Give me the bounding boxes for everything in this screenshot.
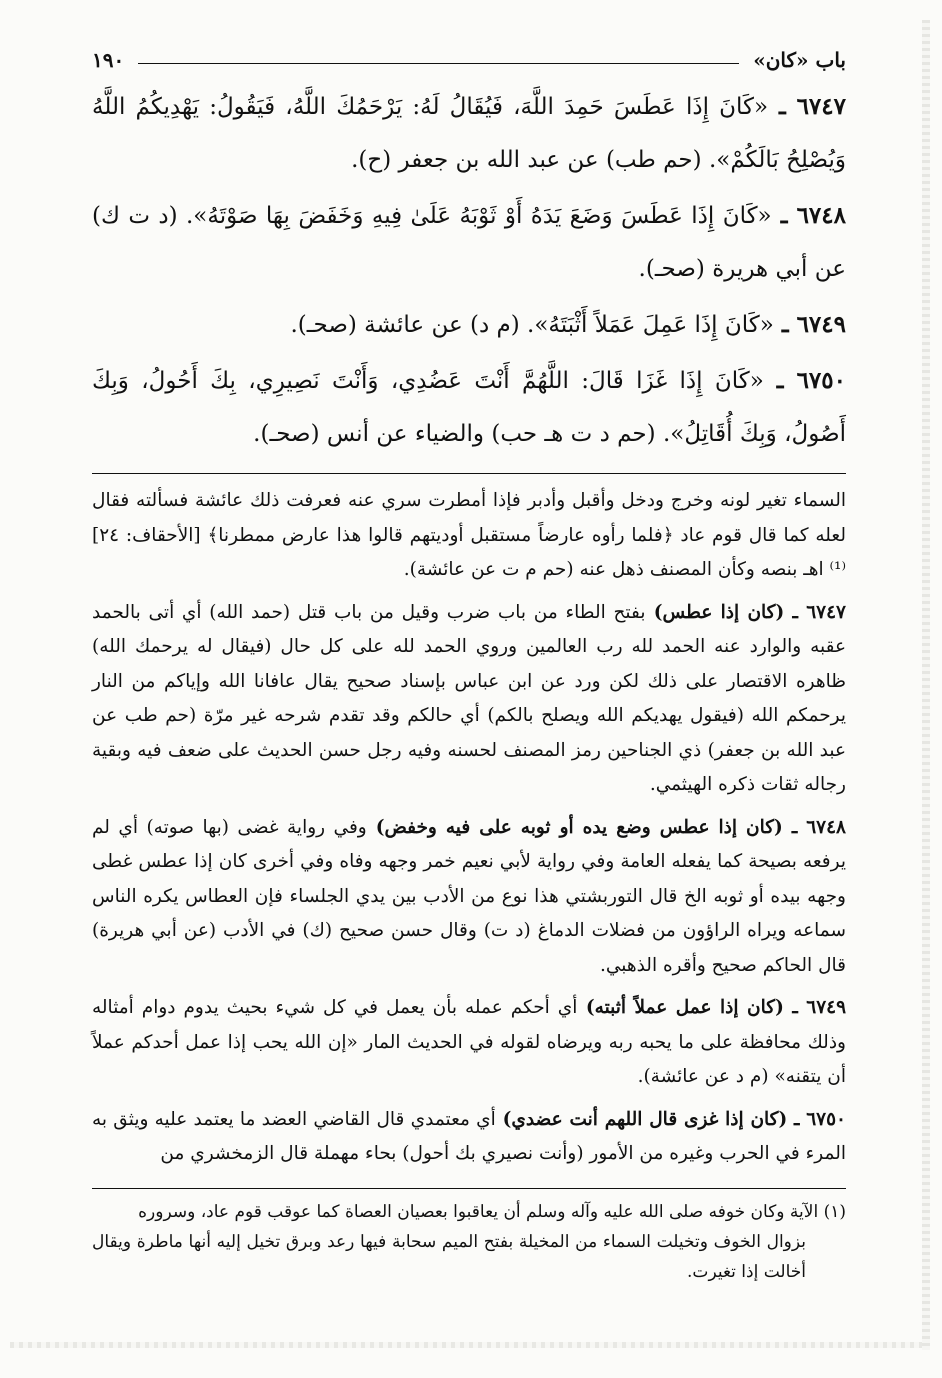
chapter-title: باب «كان»: [753, 48, 846, 72]
page-header: [92, 40, 846, 80]
footnote-line: الآية وكان خوفه صلى الله عليه وآله وسلم أن يعاقبوا بعصيان العصاة كما عوقب قوم عاد، وسروره: [138, 1201, 819, 1222]
hadith-source: (د ت ك) عن أبي هريرة (صحـ).: [92, 203, 846, 282]
section-divider: [92, 473, 846, 474]
footnote-1-continued: [92, 1227, 846, 1287]
commentary-section: [92, 484, 846, 1172]
hadith-number: ٦٧٤٨ ـ: [771, 202, 846, 229]
commentary-text: أي أحكم عمله بأن يعمل في كل شيء بحيث يدوم دوام أمثاله وذلك محافظة على ما يحبه ربه ويرضاه لقوله في الحديث المار «إن الله يحب إذا عمل أحدكم عملاً أن يتقنه» (م د عن عائشة).: [92, 997, 846, 1087]
commentary-lead: ٦٧٥٠ ـ (كان إذا غزى قال اللهم أنت عضدي): [495, 1108, 846, 1130]
footnote-divider: [92, 1188, 846, 1189]
hadith-number: ٦٧٥٠ ـ: [763, 367, 846, 394]
hadith-text: «كَانَ إِذَا عَطَسَ حَمِدَ اللَّهَ، فَيُقَالُ لَهُ: يَرْحَمُكَ اللَّهُ، فَيَقُولُ: يَهْدِيكُمُ اللَّهُ وَيُصْلِحُ بَالَكُمْ».: [92, 94, 846, 173]
hadith-text: «كَانَ إِذَا غَزَا قَالَ: اللَّهُمَّ أَنْتَ عَضُدِي، وَأَنْتَ نَصِيرِي، بِكَ أَحُولُ، وَبِكَ أَصُولُ، وَبِكَ أُقَاتِلُ».: [92, 368, 846, 447]
scan-bottom-edge: [10, 1342, 922, 1348]
hadith-6750: [92, 354, 846, 461]
commentary-6750: [92, 1103, 846, 1172]
hadith-6749: [92, 298, 846, 352]
hadith-source: (م د) عن عائشة (صحـ).: [290, 312, 528, 338]
commentary-6747: [92, 596, 846, 803]
hadith-6748: [92, 189, 846, 296]
hadith-6747: [92, 80, 846, 187]
commentary-lead: ٦٧٤٧ ـ (كان إذا عطس): [645, 601, 846, 623]
hadith-number: ٦٧٤٩ ـ: [773, 311, 846, 338]
commentary-text: بفتح الطاء من باب ضرب وقيل من باب قتل (حمد الله) أي أتى بالحمد عقبه والوارد عنه الحمد لله رب العالمين وروي الحمد لله على كل حال (فيقال له يرحمك الله) ظاهره الاقتصار على ذلك لكن ورد عن ابن عباس بإسناد صحيح يقال عافانا الله وإياكم من النار يرحمكم الله (فيقول يهديكم الله ويصلح بالكم) أي حالكم وقد تقدم شرحه غير مرّة (حم طب عن عبد الله بن جعفر) ذي الجناحين رمز المصنف لحسنه وفيه رجل حسن الحديث على ضعف فيه وبقية رجاله ثقات ذكره الهيثمي.: [92, 601, 846, 795]
commentary-lead: ٦٧٤٨ ـ (كان إذا عطس وضع يده أو ثوبه على فيه وخفض): [366, 816, 846, 838]
page-number: ١٩٠: [92, 48, 125, 72]
hadith-number: ٦٧٤٧ ـ: [768, 93, 846, 120]
hadith-source: (حم طب) عن عبد الله بن جعفر (ح).: [351, 147, 709, 173]
commentary-text: وفي رواية غضى (بها صوته) أي لم يرفعه بصيحة كما يفعله العامة وفي رواية لأبي نعيم خمر وجهه وفاه وفي أخرى كان إذا عطس غطى وجهه بيده أو ثوبه الخ قال التوربشتي هذا نوع من الأدب بين يدي الجلساء فإن العطاس يكره الناس سماعه ويراه الراؤون من فضلات الدماغ (د ت) وقال حسن صحيح (ك) في الأدب (عن أبي هريرة) قال الحاكم صحيح وأقره الذهبي.: [92, 816, 846, 976]
hadith-source: (حم د ت هـ حب) والضياء عن أنس (صحـ).: [253, 421, 663, 447]
footnote-1: [92, 1197, 846, 1227]
hadith-text: «كَانَ إِذَا عَمِلَ عَمَلاً أَثْبَتَهُ».: [527, 312, 774, 338]
commentary-6748: [92, 811, 846, 984]
commentary-6749: [92, 991, 846, 1095]
commentary-continuation: [92, 484, 846, 588]
commentary-text: أي معتمدي قال القاضي العضد ما يعتمد عليه ويثق به المرء في الحرب وغيره من الأمور (وأنت نصيري بك أحول) بحاء مهملة قال الزمخشري من: [92, 1108, 846, 1164]
commentary-lead: ٦٧٤٩ ـ (كان إذا عمل عملاً أثبته): [577, 997, 847, 1018]
header-rule: [138, 63, 739, 64]
footnote-marker: (١): [818, 1201, 846, 1222]
hadith-section: [92, 80, 846, 461]
footnotes: [92, 1197, 846, 1287]
footnote-text: بزوال الخوف وتخيلت السماء من المخيلة بفتح الميم سحابة فيها رعد وبرق تخيل إليه أنها ماطرة ويقال أخالت إذا تغيرت.: [92, 1231, 806, 1282]
hadith-text: «كَانَ إِذَا عَطَسَ وَضَعَ يَدَهُ أَوْ ثَوْبَهُ عَلَىٰ فِيهِ وَخَفَضَ بِهَا صَوْتَهُ».: [186, 203, 772, 229]
scan-edge: [922, 20, 930, 1350]
commentary-text: السماء تغير لونه وخرج ودخل وأقبل وأدبر فإذا أمطرت سري عنه فعرفت ذلك عائشة فسألته فقال لعله كما قال قوم عاد ﴿فلما رأوه عارضاً مستقبل أوديتهم قالوا هذا عارض ممطرنا﴾ [الأحقاف: ٢٤] ⁽¹⁾ اهـ بنصه وكأن المصنف ذهل عنه (حم م ت عن عائشة).: [92, 490, 846, 580]
